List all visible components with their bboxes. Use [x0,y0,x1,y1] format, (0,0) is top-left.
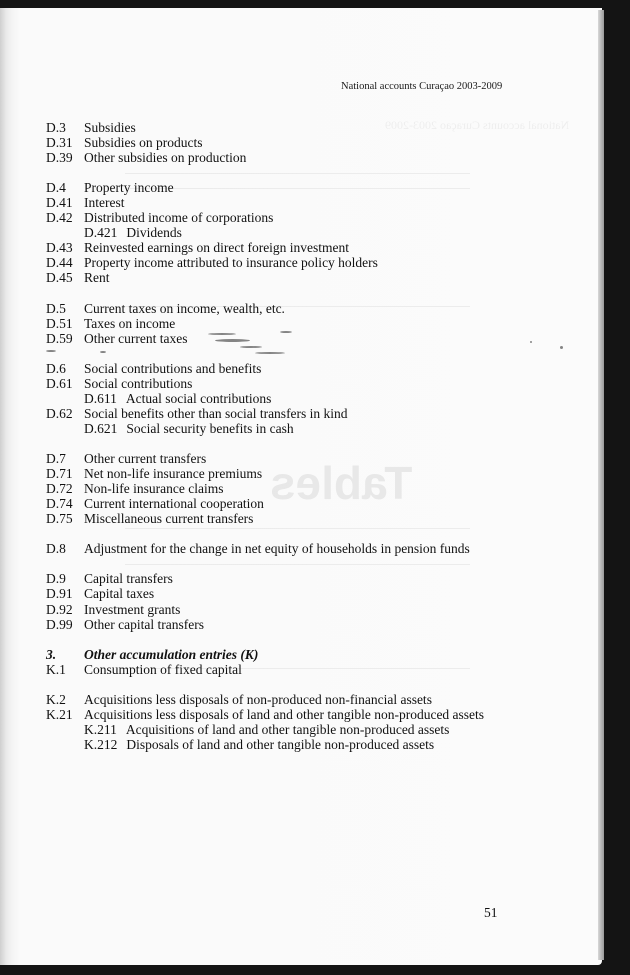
list-item [46,376,484,391]
list-item [46,481,484,496]
entry-label: Property income [84,180,174,196]
entry-subcode: D.611 [84,390,117,406]
list-item [46,602,484,617]
list-item [46,210,484,225]
list-item [46,707,484,722]
entry-label: Property income attributed to insurance policy holders [84,255,378,271]
document-page [0,8,602,965]
list-item [46,586,484,601]
entry-subcode: K.211 [84,721,117,737]
entry-code [46,225,84,240]
list-item [46,316,484,331]
section-heading [46,647,484,662]
entry-code: K.2 [46,691,66,707]
scan-smudge [46,350,56,352]
entry-code: D.91 [46,586,73,602]
entry-subcode: D.421 [84,225,118,241]
entry-label: Dividends [126,225,182,241]
scan-smudge [208,333,236,335]
list-item [46,255,484,270]
entry-code: D.45 [46,270,73,286]
entry-code: D.5 [46,300,66,316]
list-item [46,662,484,677]
classification-list [46,120,484,752]
entry-code: D.39 [46,150,73,166]
scan-smudge [255,352,285,354]
list-item [46,225,484,240]
entry-label: Net non-life insurance premiums [84,466,263,482]
entry-label: Social contributions and benefits [84,360,262,376]
list-item [46,722,484,737]
scan-smudge [560,346,563,349]
entry-label: Interest [84,195,125,211]
list-item [46,180,484,195]
entry-code [46,391,84,406]
entry-label: Capital taxes [84,586,155,602]
entry-label: Social benefits other than social transfers in kind [84,405,348,421]
scan-smudge [100,351,106,353]
entry-code: D.92 [46,601,73,617]
entry-code: D.44 [46,255,73,271]
entry-code: D.6 [46,360,66,376]
bleed-through-tables-word: Tables [270,457,413,509]
entry-label: Other capital transfers [84,616,204,632]
entry-subcode: D.621 [84,420,118,436]
list-item [46,692,484,707]
entry-label: Acquisitions less disposals of land and other tangible non-produced assets [84,706,485,722]
list-item [46,737,484,752]
entry-label: Subsidies [84,120,136,135]
entry-label: Subsidies on products [84,135,203,151]
entry-code: D.31 [46,135,73,151]
entry-code: 3. [46,646,57,662]
entry-code: K.1 [46,661,66,677]
bleed-through-title: National accounts Curaçao 2003-2009 [385,118,570,132]
list-item [46,135,484,150]
running-header: National accounts Curaçao 2003-2009 [341,81,503,92]
scan-smudge [240,346,262,348]
list-item [46,511,484,526]
entry-label: Acquisitions of land and other tangible non-produced assets [125,721,450,737]
entry-subcode: K.212 [84,736,118,752]
page-number: 51 [484,905,498,920]
entry-code: D.3 [46,120,66,135]
entry-label: Current international cooperation [84,496,264,512]
list-item [46,195,484,210]
entry-label: Other subsidies on production [84,150,247,166]
entry-label: Capital transfers [84,571,173,587]
list-item [46,120,484,135]
entry-label: Social security benefits in cash [126,420,294,436]
entry-code: D.7 [46,451,66,467]
entry-label: Distributed income of corporations [84,210,274,226]
entry-code: D.4 [46,180,66,196]
list-item [46,466,484,481]
list-item [46,150,484,165]
list-item [46,361,484,376]
list-item [46,421,484,436]
entry-label: Non-life insurance claims [84,481,224,497]
scan-smudge [530,341,532,343]
page-edge [598,10,604,960]
entry-code: D.51 [46,315,73,331]
list-item [46,391,484,406]
entry-code: D.75 [46,511,73,527]
entry-code: D.71 [46,466,73,482]
entry-code: D.42 [46,210,73,226]
entry-label: Social contributions [84,375,193,391]
entry-code [46,421,84,436]
list-item [46,496,484,511]
entry-code: D.99 [46,616,73,632]
entry-code: D.74 [46,496,73,512]
entry-code [46,737,84,752]
entry-label: Investment grants [84,601,181,617]
list-item [46,406,484,421]
entry-label: Taxes on income [84,315,176,331]
entry-code: K.21 [46,706,73,722]
entry-code: D.62 [46,405,73,421]
list-item [46,571,484,586]
entry-label: Rent [84,270,110,286]
list-item [46,331,484,346]
entry-code: D.43 [46,240,73,256]
entry-code: D.8 [46,541,66,557]
entry-label: Disposals of land and other tangible non-produced assets [126,736,435,752]
entry-code: D.61 [46,375,73,391]
list-item [46,541,484,556]
list-item [46,301,484,316]
entry-label: Other accumulation entries (K) [84,646,259,662]
list-item [46,240,484,255]
entry-label: Reinvested earnings on direct foreign investment [84,240,350,256]
list-item [46,617,484,632]
entry-label: Other current taxes [84,330,188,346]
list-item [46,270,484,285]
entry-code: D.9 [46,571,66,587]
entry-label: Miscellaneous current transfers [84,511,254,527]
entry-label: Actual social contributions [125,390,272,406]
entry-code: D.72 [46,481,73,497]
entry-code: D.41 [46,195,73,211]
entry-label: Consumption of fixed capital [84,661,242,677]
list-item [46,451,484,466]
entry-code: D.59 [46,330,73,346]
entry-label: Other current transfers [84,451,207,467]
entry-label: Current taxes on income, wealth, etc. [84,300,285,316]
entry-label: Adjustment for the change in net equity of households in pension funds [84,541,470,557]
entry-label: Acquisitions less disposals of non-produced non-financial assets [84,691,432,707]
entry-code [46,722,84,737]
scan-smudge [280,331,292,333]
scan-smudge [215,339,250,342]
